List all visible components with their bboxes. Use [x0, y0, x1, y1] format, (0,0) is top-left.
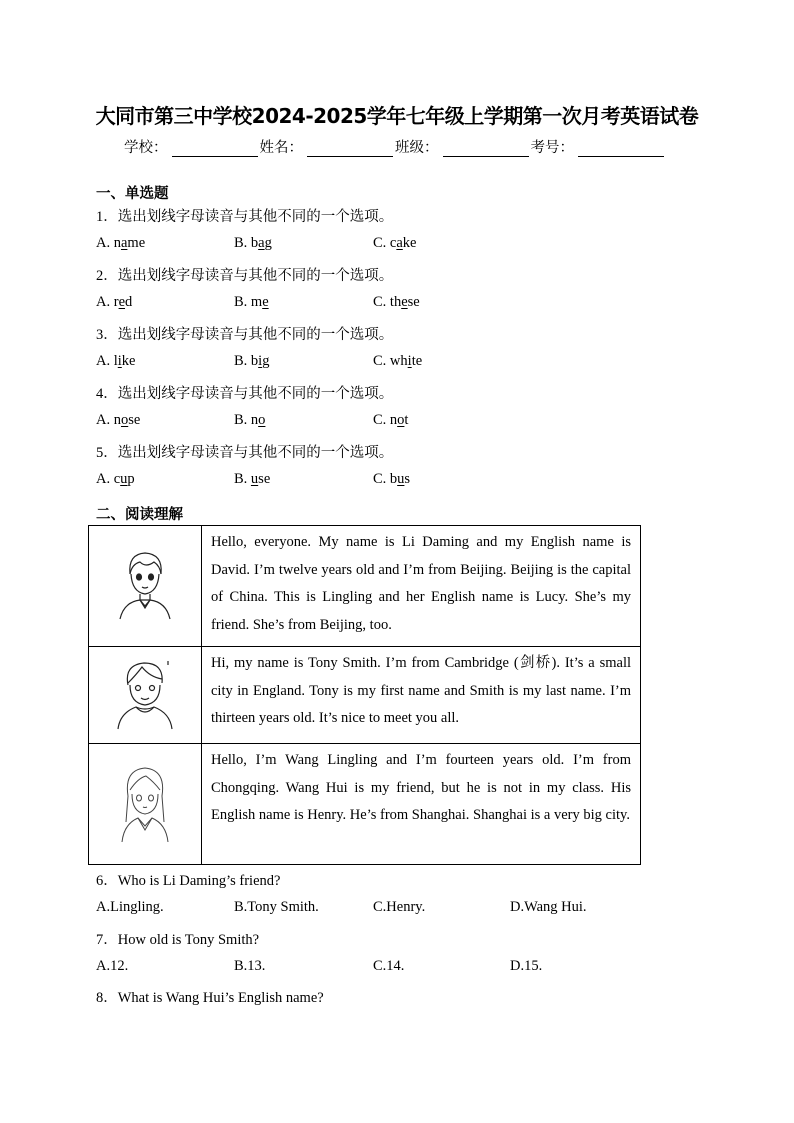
class-label: 班级：: [395, 140, 439, 156]
name-blank[interactable]: [307, 142, 393, 157]
option-c[interactable]: C.14.: [373, 958, 405, 974]
option-pre: b: [250, 353, 259, 369]
option-letter: C.: [373, 353, 390, 369]
option-letter: C.: [373, 294, 390, 310]
underlined-letter: i: [117, 353, 122, 369]
option-a[interactable]: A.12.: [96, 958, 129, 974]
option-letter: C.: [373, 235, 390, 251]
option-letter: A.: [96, 294, 114, 310]
option-a[interactable]: [96, 353, 135, 370]
option-a[interactable]: [96, 294, 132, 311]
option-a[interactable]: [96, 471, 135, 488]
question-text: What is Wang Hui’s English name?: [117, 990, 324, 1006]
option-pre: c: [113, 471, 121, 487]
boy-sweater-portrait-icon: [110, 653, 180, 733]
question-text: How old is Tony Smith?: [117, 932, 260, 948]
portrait-cell: [89, 526, 202, 647]
option-letter: B.: [234, 235, 251, 251]
option-b[interactable]: [234, 353, 269, 370]
school-label: 学校：: [124, 140, 168, 156]
reading-passages-table: [88, 525, 641, 865]
option-pre: b: [389, 471, 398, 487]
question-text: 选出划线字母读音与其他不同的一个选项。: [117, 386, 394, 402]
question-number: 2．: [96, 268, 118, 284]
option-b[interactable]: [234, 471, 270, 488]
question-number: 6．: [96, 873, 118, 889]
underlined-letter: a: [258, 235, 265, 251]
option-post: d: [125, 294, 133, 310]
underlined-letter: o: [397, 412, 405, 428]
question-8: [96, 986, 324, 1007]
option-letter: B.: [234, 412, 251, 428]
question-text: 选出划线字母读音与其他不同的一个选项。: [117, 445, 394, 461]
option-pre: c: [389, 235, 397, 251]
option-letter: B.: [234, 353, 251, 369]
passage-text: Hello, I’m Wang Lingling and I’m fourteen years old. I’m from Chongqing. Wang Hui is my friend, but he is not in my class. His English name is Henry. He’s from Shanghai. Shanghai is a very big city.: [202, 744, 641, 865]
option-post: t: [404, 412, 409, 428]
option-letter: A.: [96, 235, 114, 251]
page-title: 大同市第三中学校2024-2025学年七年级上学期第一次月考英语试卷: [95, 104, 699, 128]
option-b[interactable]: B.13.: [234, 958, 266, 974]
class-blank[interactable]: [443, 142, 529, 157]
passage-text: Hello, everyone. My name is Li Daming and my English name is David. I’m twelve years old and I’m from Beijing. Beijing is the capital of China. This is Lingling and her English name is Lucy. She’s my friend. She’s from Beijing, too.: [202, 526, 641, 647]
option-a[interactable]: A.Lingling.: [96, 899, 164, 915]
option-post: se: [128, 412, 141, 428]
option-a[interactable]: [96, 235, 145, 252]
underlined-letter: u: [397, 471, 405, 487]
passage-row: [89, 526, 641, 647]
school-blank[interactable]: [172, 142, 258, 157]
underlined-letter: u: [120, 471, 128, 487]
option-pre: n: [250, 412, 259, 428]
option-pre: n: [113, 412, 121, 428]
question-1: [96, 205, 393, 226]
option-post: me: [127, 235, 146, 251]
question-number: 3．: [96, 327, 118, 343]
underlined-letter: e: [401, 294, 408, 310]
girl-portrait-icon: [110, 760, 180, 844]
question-5: [96, 441, 393, 462]
question-number: 5．: [96, 445, 118, 461]
option-a[interactable]: [96, 412, 140, 429]
underlined-letter: i: [407, 353, 412, 369]
option-b[interactable]: [234, 235, 272, 252]
option-pre: l: [113, 353, 118, 369]
option-pre: n: [113, 235, 121, 251]
option-post: p: [127, 471, 135, 487]
exam-number-label: 考号：: [530, 140, 574, 156]
option-post: g: [264, 235, 272, 251]
question-text: 选出划线字母读音与其他不同的一个选项。: [117, 209, 394, 225]
exam-number-blank[interactable]: [578, 142, 664, 157]
underlined-letter: u: [250, 471, 259, 487]
question-text: 选出划线字母读音与其他不同的一个选项。: [117, 327, 394, 343]
option-letter: B.: [234, 471, 251, 487]
underlined-letter: o: [120, 412, 129, 428]
question-number: 4．: [96, 386, 118, 402]
underlined-letter: a: [120, 235, 128, 251]
question-text: Who is Li Daming’s friend?: [117, 873, 281, 889]
option-letter: A.: [96, 471, 114, 487]
question-text: 选出划线字母读音与其他不同的一个选项。: [117, 268, 394, 284]
underlined-letter: e: [118, 294, 126, 310]
option-post: te: [411, 353, 423, 369]
option-c[interactable]: [373, 412, 408, 429]
option-c[interactable]: [373, 353, 422, 370]
passage-text: Hi, my name is Tony Smith. I’m from Cambridge (剑桥). It’s a small city in England. Tony is my first name and Smith is my last name. I’m thirteen years old. It’s nice to meet you all.: [202, 647, 641, 744]
question-4: [96, 382, 393, 403]
option-pre: b: [250, 235, 259, 251]
option-c[interactable]: C.Henry.: [373, 899, 426, 915]
option-pre: m: [250, 294, 263, 310]
option-post: s: [404, 471, 411, 487]
option-d[interactable]: D.15.: [510, 958, 543, 974]
question-number: 7．: [96, 932, 118, 948]
section-heading-single-choice: 一、单选题: [96, 186, 169, 202]
option-post: ke: [121, 353, 136, 369]
option-b[interactable]: [234, 412, 265, 429]
option-pre: r: [113, 294, 119, 310]
option-c[interactable]: [373, 471, 410, 488]
boy-portrait-icon: [110, 544, 180, 624]
option-c[interactable]: [373, 294, 420, 311]
passage-row: [89, 744, 641, 865]
option-letter: C.: [373, 412, 390, 428]
option-pre: wh: [389, 353, 408, 369]
portrait-cell: [89, 647, 202, 744]
question-3: [96, 323, 393, 344]
passage-row: [89, 647, 641, 744]
underlined-letter: e: [262, 294, 269, 310]
question-7: [96, 928, 259, 949]
option-letter: A.: [96, 412, 114, 428]
name-label: 姓名：: [259, 140, 303, 156]
question-6: [96, 869, 280, 890]
option-b[interactable]: [234, 294, 269, 311]
student-info-line: [124, 136, 666, 157]
question-2: [96, 264, 393, 285]
option-pre: th: [389, 294, 402, 310]
section-heading-reading: 二、阅读理解: [96, 507, 183, 523]
option-c[interactable]: [373, 235, 416, 252]
option-post: g: [262, 353, 270, 369]
option-post: ke: [402, 235, 417, 251]
option-pre: n: [389, 412, 398, 428]
option-letter: C.: [373, 471, 390, 487]
underlined-letter: a: [396, 235, 403, 251]
option-post: se: [407, 294, 420, 310]
question-number: 8．: [96, 990, 118, 1006]
question-number: 1．: [96, 209, 118, 225]
portrait-cell: [89, 744, 202, 865]
underlined-letter: o: [258, 412, 266, 428]
option-post: se: [258, 471, 271, 487]
option-b[interactable]: B.Tony Smith.: [234, 899, 319, 915]
option-letter: A.: [96, 353, 114, 369]
option-letter: B.: [234, 294, 251, 310]
option-d[interactable]: D.Wang Hui.: [510, 899, 587, 915]
underlined-letter: i: [258, 353, 263, 369]
